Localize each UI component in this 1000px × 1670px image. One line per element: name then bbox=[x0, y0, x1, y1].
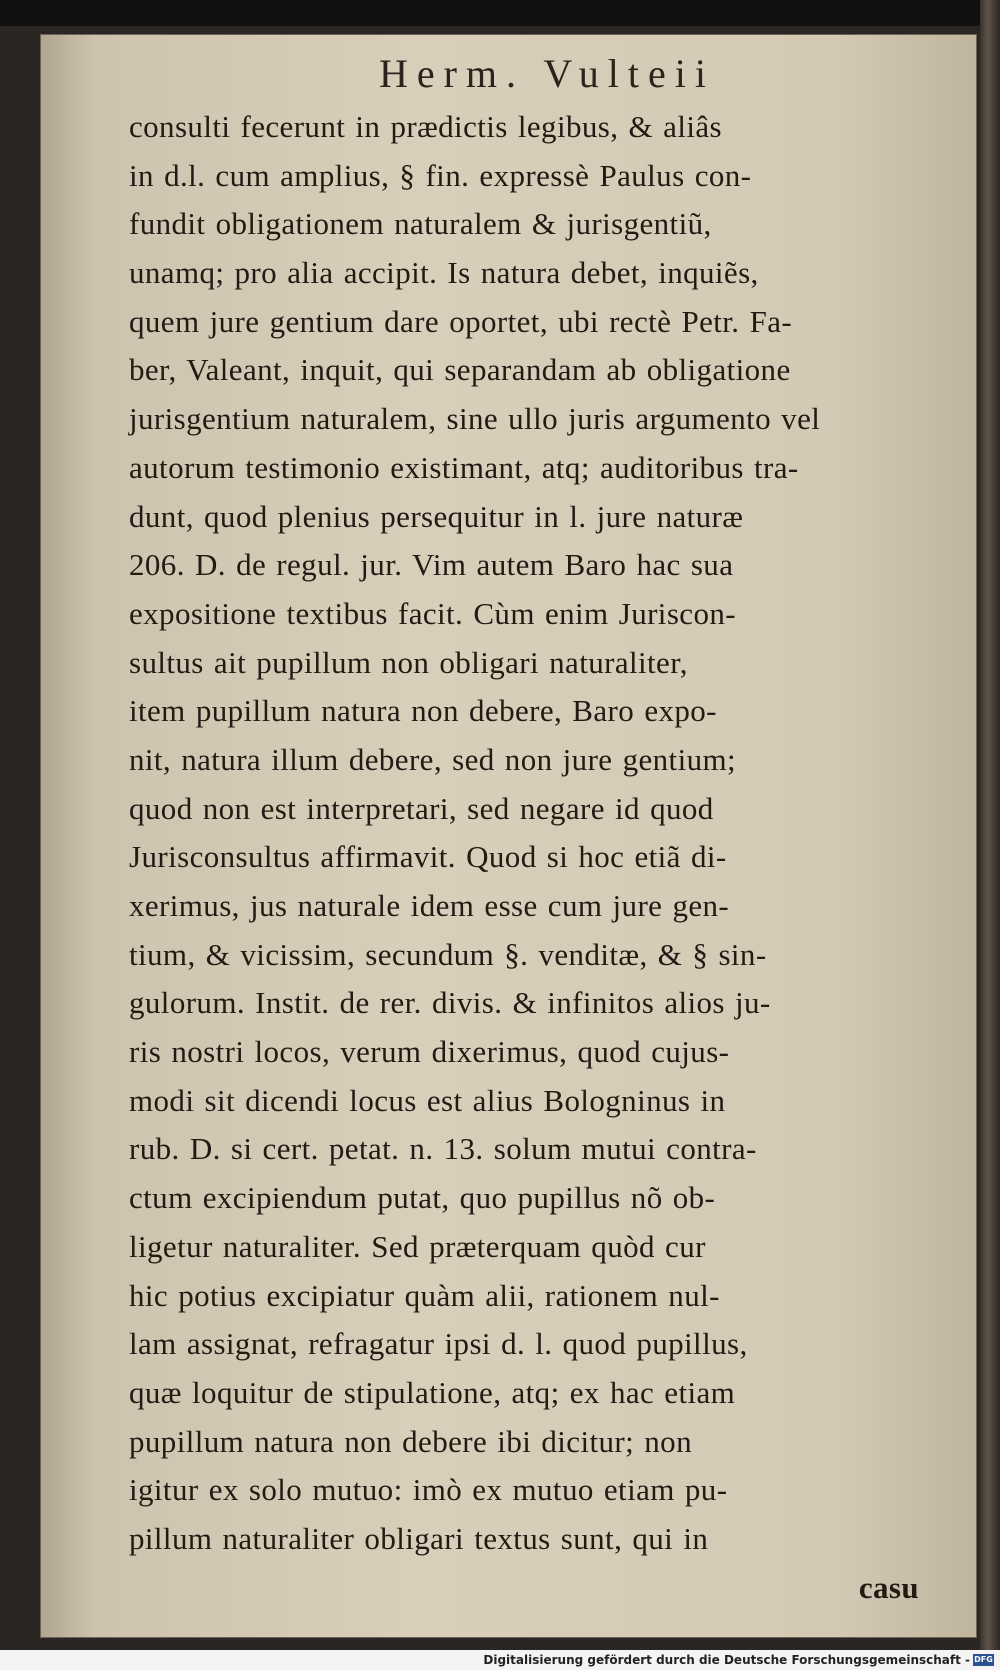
text-line: ctum excipiendum putat, quo pupillus nõ ob- bbox=[129, 1180, 716, 1216]
top-margin-bar bbox=[0, 0, 1000, 26]
text-line: 206. D. de regul. jur. Vim autem Baro hac sua bbox=[129, 547, 734, 583]
text-line: modi sit dicendi locus est alius Bologninus in bbox=[129, 1082, 726, 1118]
text-line: xerimus, jus naturale idem esse cum jure gen- bbox=[129, 888, 730, 923]
text-line: quod non est interpretari, sed negare id quod bbox=[129, 790, 714, 826]
text-line: igitur ex solo mutuo: imò ex mutuo etiam pu- bbox=[129, 1472, 728, 1508]
footer-credit: Digitalisierung gefördert durch die Deutsche Forschungsgemeinschaft - bbox=[483, 1653, 970, 1667]
text-line: autorum testimonio existimant, atq; auditoribus tra- bbox=[129, 449, 799, 485]
text-line: unamq; pro alia accipit. Is natura debet, inquiẽs, bbox=[129, 255, 759, 291]
text-line: ber, Valeant, inquit, qui separandam ab obligatione bbox=[129, 352, 791, 388]
text-line: item pupillum natura non debere, Baro expo- bbox=[129, 693, 717, 729]
text-line: sultus ait pupillum non obligari naturaliter, bbox=[129, 644, 688, 680]
text-line: fundit obligationem naturalem & jurisgentiũ, bbox=[129, 206, 712, 242]
text-line: quæ loquitur de stipulatione, atq; ex hac etiam bbox=[129, 1374, 736, 1410]
text-line: Jurisconsultus affirmavit. Quod si hoc etiã di- bbox=[129, 839, 727, 875]
book-edge bbox=[980, 0, 1000, 1650]
running-header: Herm. Vulteii bbox=[378, 51, 716, 96]
text-line: tium, & vicissim, secundum §. venditæ, & § sin- bbox=[129, 936, 767, 972]
footer-bar bbox=[0, 1650, 1000, 1670]
text-line: jurisgentium naturalem, sine ullo juris argumento vel bbox=[129, 401, 821, 437]
text-line: ligetur naturaliter. Sed præterquam quòd cur bbox=[129, 1228, 706, 1264]
text-line: pupillum natura non debere ibi dicitur; non bbox=[129, 1423, 692, 1459]
dfg-logo-icon: DFG bbox=[974, 1655, 993, 1664]
text-line: expositione textibus facit. Cùm enim Juriscon- bbox=[129, 595, 736, 631]
text-line: lam assignat, refragatur ipsi d. l. quod pupillus, bbox=[129, 1326, 748, 1362]
text-line: rub. D. si cert. petat. n. 13. solum mutui contra- bbox=[129, 1131, 757, 1167]
book-page bbox=[40, 34, 977, 1638]
body-text bbox=[129, 103, 965, 1564]
text-line: dunt, quod plenius persequitur in l. jure naturæ bbox=[129, 498, 744, 534]
text-line: pillum naturaliter obligari textus sunt, qui in bbox=[129, 1520, 709, 1556]
text-line: in d.l. cum amplius, § fin. expressè Paulus con- bbox=[129, 157, 752, 193]
text-line: nit, natura illum debere, sed non jure gentium; bbox=[129, 741, 737, 777]
catchword: casu bbox=[858, 1569, 919, 1605]
text-line: hic potius excipiatur quàm alii, rationem nul- bbox=[129, 1277, 720, 1313]
text-line: ris nostri locos, verum dixerimus, quod cujus- bbox=[129, 1034, 730, 1070]
text-line: consulti fecerunt in prædictis legibus, & aliâs bbox=[129, 109, 722, 144]
text-line: quem jure gentium dare oportet, ubi rectè Petr. Fa- bbox=[129, 303, 793, 339]
page-text-block bbox=[129, 45, 965, 1612]
text-line: gulorum. Instit. de rer. divis. & infinitos alios ju- bbox=[129, 985, 771, 1021]
